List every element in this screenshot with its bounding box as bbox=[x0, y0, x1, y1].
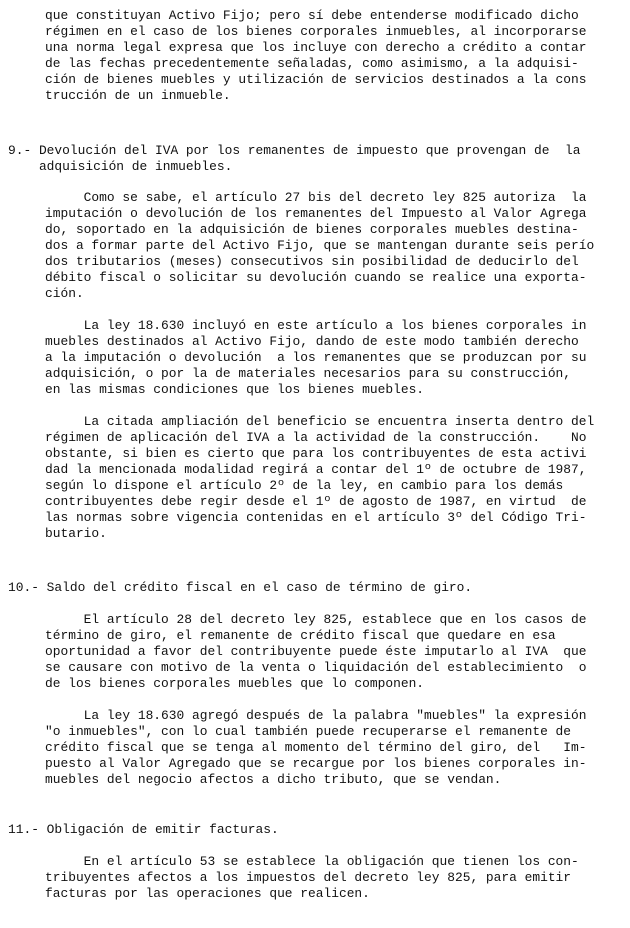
text-line: imputación o devolución de los remanentes del Impuesto al Valor Agrega bbox=[45, 206, 587, 221]
text-line: a la imputación o devolución a los remanentes que se produzcan por su bbox=[45, 350, 587, 365]
text-line: facturas por las operaciones que realicen. bbox=[45, 886, 370, 901]
text-line: muebles del negocio afectos a dicho tributo, que se vendan. bbox=[45, 772, 502, 787]
text-line: La citada ampliación del beneficio se encuentra inserta dentro del bbox=[45, 414, 595, 429]
text-line: crédito fiscal que se tenga al momento del término del giro, del Im- bbox=[45, 740, 587, 755]
text-line: ción. bbox=[45, 286, 84, 301]
text-line: oportunidad a favor del contribuyente puede éste imputarlo al IVA que bbox=[45, 644, 587, 659]
section-heading: 9.- Devolución del IVA por los remanentes de impuesto que provengan de la bbox=[8, 143, 581, 158]
text-line: de los bienes corporales muebles que lo componen. bbox=[45, 676, 425, 691]
text-line: do, soportado en la adquisición de bienes corporales muebles destina- bbox=[45, 222, 579, 237]
text-line: Como se sabe, el artículo 27 bis del decreto ley 825 autoriza la bbox=[45, 190, 587, 205]
text-line: La ley 18.630 agregó después de la palabra "muebles" la expresión bbox=[45, 708, 587, 723]
text-line: "o inmuebles", con lo cual también puede recuperarse el remanente de bbox=[45, 724, 572, 739]
text-line: una norma legal expresa que los incluye con derecho a crédito a contar bbox=[45, 40, 587, 55]
text-line: régimen en el caso de los bienes corporales inmuebles, al incorporarse bbox=[45, 24, 587, 39]
section-heading: 11.- Obligación de emitir facturas. bbox=[8, 822, 279, 837]
text-line: tribuyentes afectos a los impuestos del decreto ley 825, para emitir bbox=[45, 870, 572, 885]
text-line: débito fiscal o solicitar su devolución cuando se realice una exporta- bbox=[45, 270, 587, 285]
text-line: en las mismas condiciones que los bienes muebles. bbox=[45, 382, 425, 397]
text-line: En el artículo 53 se establece la obligación que tienen los con- bbox=[45, 854, 579, 869]
text-line: ción de bienes muebles y utilización de servicios destinados a la cons bbox=[45, 72, 587, 87]
text-line: obstante, si bien es cierto que para los contribuyentes de esta activi bbox=[45, 446, 587, 461]
text-line: término de giro, el remanente de crédito fiscal que quedare en esa bbox=[45, 628, 556, 643]
section-heading: 10.- Saldo del crédito fiscal en el caso de término de giro. bbox=[8, 580, 473, 595]
text-line: dos a formar parte del Activo Fijo, que se mantengan durante seis perío bbox=[45, 238, 595, 253]
text-line: adquisición, o por la de materiales necesarios para su construcción, bbox=[45, 366, 572, 381]
text-line: La ley 18.630 incluyó en este artículo a los bienes corporales in bbox=[45, 318, 587, 333]
text-line: El artículo 28 del decreto ley 825, establece que en los casos de bbox=[45, 612, 587, 627]
text-line: contribuyentes debe regir desde el 1º de agosto de 1987, en virtud de bbox=[45, 494, 587, 509]
text-line: las normas sobre vigencia contenidas en el artículo 3º del Código Tri- bbox=[45, 510, 587, 525]
text-line: trucción de un inmueble. bbox=[45, 88, 231, 103]
text-line: de las fechas precedentemente señaladas, como asimismo, a la adquisi- bbox=[45, 56, 579, 71]
text-line: butario. bbox=[45, 526, 107, 541]
section-heading: adquisición de inmuebles. bbox=[8, 159, 233, 174]
text-line: se causare con motivo de la venta o liquidación del establecimiento o bbox=[45, 660, 587, 675]
text-line: dos tributarios (meses) consecutivos sin posibilidad de deducirlo del bbox=[45, 254, 579, 269]
text-line: dad la mencionada modalidad regirá a contar del 1º de octubre de 1987, bbox=[45, 462, 587, 477]
text-line: puesto al Valor Agregado que se recargue por los bienes corporales in- bbox=[45, 756, 587, 771]
text-line: que constituyan Activo Fijo; pero sí debe entenderse modificado dicho bbox=[45, 8, 579, 23]
text-line: según lo dispone el artículo 2º de la ley, en cambio para los demás bbox=[45, 478, 564, 493]
text-line: muebles destinados al Activo Fijo, dando de este modo también derecho bbox=[45, 334, 579, 349]
text-line: régimen de aplicación del IVA a la actividad de la construcción. No bbox=[45, 430, 587, 445]
